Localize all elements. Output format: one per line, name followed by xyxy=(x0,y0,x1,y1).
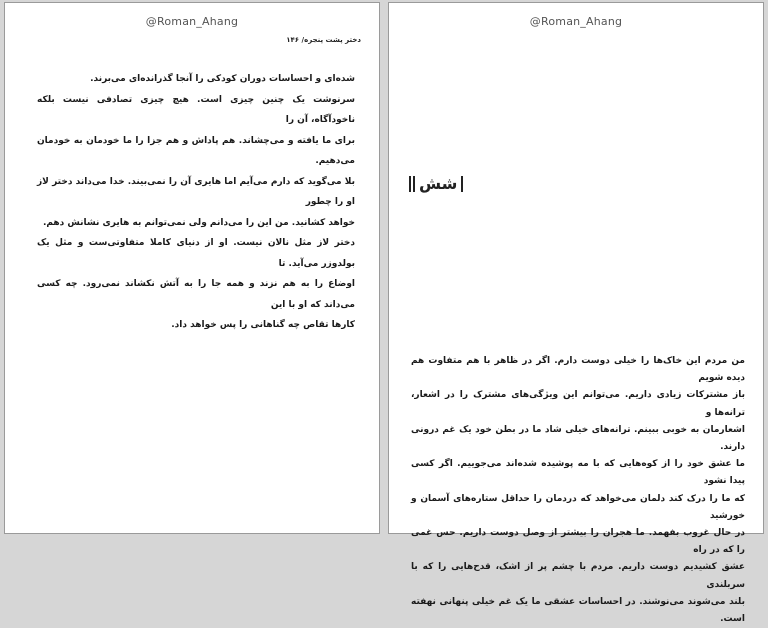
text-line: بلند می‌شوند می‌نوشند. در احساسات عشقی ما یک غم خیلی پنهانی نهفته است. xyxy=(411,596,745,625)
chapter-title xyxy=(409,174,463,193)
running-header: دختر پشت پنجره/ ۱۴۶ xyxy=(286,36,361,44)
text-line: من مردم این خاک‌ها را خیلی دوست دارم. اگر در ظاهر با هم متفاوت هم دیده شویم xyxy=(411,356,745,384)
watermark-handle: @Roman_Ahang xyxy=(529,15,623,28)
chapter-bar-icon xyxy=(461,176,463,192)
watermark-handle: @Roman_Ahang xyxy=(145,15,239,28)
text-line: کارها تقاص چه گناهانی را پس خواهد داد. xyxy=(171,320,355,330)
body-text xyxy=(37,69,355,336)
text-line: سرنوشت یک چنین چیزی است. هیچ چیزی تصادفی نیست بلکه ناخودآگاه، آن را xyxy=(37,94,355,125)
text-line: برای ما یافته و می‌چشاند. هم پاداش و هم جزا را ما خودمان به خودمان می‌دهیم. xyxy=(37,135,355,166)
text-line: عشق کشیدیم دوست داریم. مردم با چشم پر از اشک، قدح‌هایی را که با سربلندی xyxy=(411,562,745,590)
text-line: ما عشق خود را از کوه‌هایی که با مه پوشیده شده‌اند می‌جوییم. اگر کسی پیدا نشود xyxy=(411,459,745,487)
chapter-title-text: شش xyxy=(419,174,458,193)
text-line: دختر لاز مثل نالان نیست. او از دنیای کاملا متفاوتی‌ست و مثل یک بولدوزر می‌آید. تا xyxy=(37,238,355,269)
paragraph xyxy=(37,69,355,90)
text-line: اوضاع را به هم نزند و همه جا را به آتش نکشاند نمی‌رود. چه کسی می‌داند که او با این xyxy=(37,279,355,310)
text-line: که ما را درک کند دلمان می‌خواهد که دردمان را حداقل ستاره‌های آسمان و خورشید xyxy=(411,493,745,521)
text-line: اشعارمان به خوبی ببینم. ترانه‌های خیلی شاد ما در بطن خود یک غم درونی دارند. xyxy=(411,424,745,453)
paragraph xyxy=(37,233,355,336)
text-line: خواهد کشانید. من این را می‌دانم ولی نمی‌توانم به هایری نشانش دهم. xyxy=(42,217,355,228)
chapter-bars-icon xyxy=(409,176,415,192)
text-line: بلا می‌گوید که دارم می‌آیم اما هایری آن را نمی‌بیند. خدا می‌داند دختر لاز او را چطور xyxy=(37,176,355,207)
text-line: شده‌ای و احساسات دوران کودکی را آنجا گذرانده‌ای می‌برند. xyxy=(90,74,355,84)
right-book-page xyxy=(388,2,764,625)
paragraph xyxy=(37,90,355,234)
left-book-page xyxy=(4,2,380,534)
body-text xyxy=(411,353,745,628)
text-line: باز مشترکات زیادی داریم. می‌توانم این ویژگی‌های مشترک را در اشعار، ترانه‌ها و xyxy=(411,390,745,418)
paragraph xyxy=(411,353,745,628)
text-line: در حال غروب بفهمد. ما هجران را بیشتر از وصل دوست داریم. حس غمی را که در راه xyxy=(411,528,745,556)
